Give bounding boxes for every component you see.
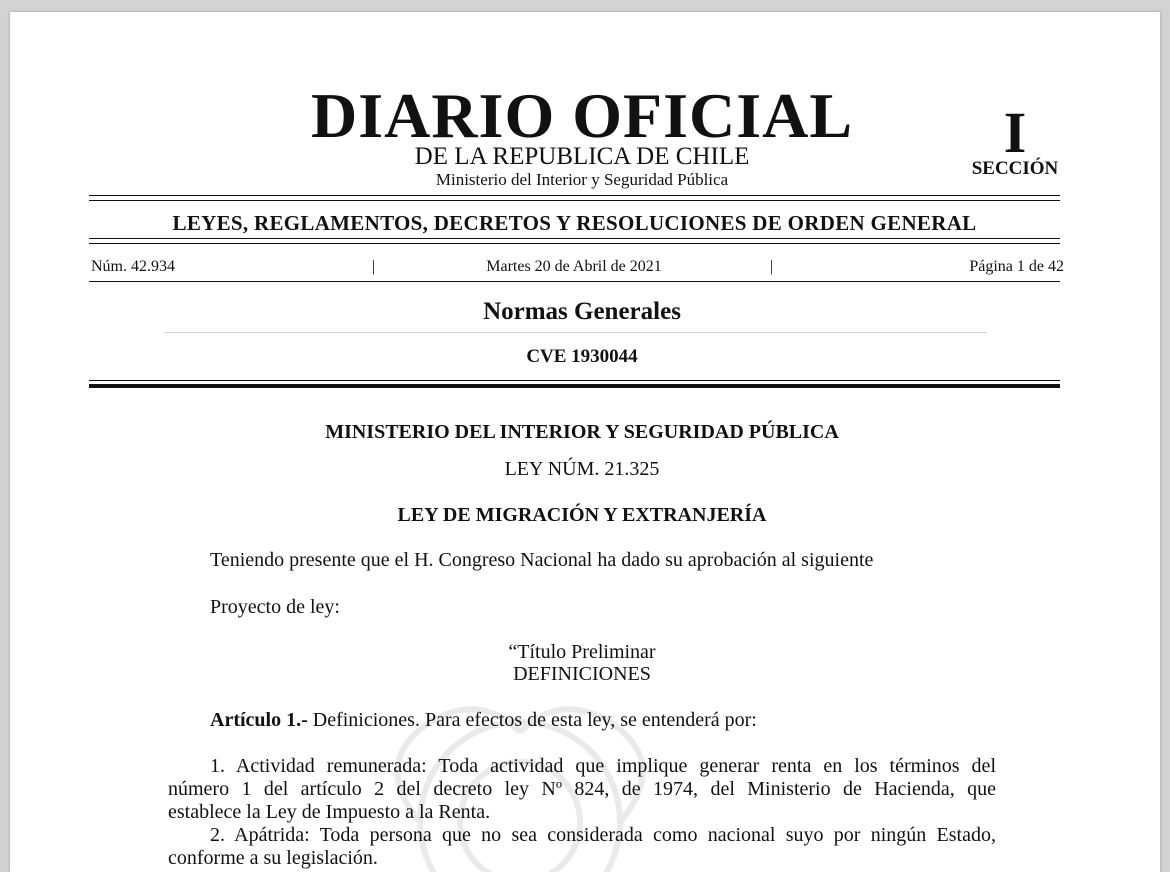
rule-top-1	[89, 195, 1060, 196]
rule-top-2	[89, 200, 1060, 201]
item-1-line-2: número 1 del artículo 2 del decreto ley Nº 824, de 1974, del Ministerio de Hacienda, que	[168, 778, 996, 800]
rule-info-bottom	[89, 281, 1060, 282]
info-separator-2: |	[770, 258, 774, 275]
rule-mid-1	[89, 238, 1060, 239]
intro-paragraph: Teniendo presente que el H. Congreso Nacional ha dado su aprobación al siguiente	[210, 549, 874, 571]
rule-cve-1	[89, 380, 1060, 381]
section-heading: Normas Generales	[483, 298, 681, 325]
item-2-line-2: conforme a su legislación.	[168, 847, 378, 869]
law-ministry: MINISTERIO DEL INTERIOR Y SEGURIDAD PÚBLICA	[325, 421, 839, 443]
article-1-text: Definiciones. Para efectos de esta ley, se entenderá por:	[307, 709, 757, 731]
masthead-subtitle: DE LA REPUBLICA DE CHILE	[414, 143, 750, 170]
definitions-heading: DEFINICIONES	[513, 663, 651, 685]
band-title: LEYES, REGLAMENTOS, DECRETOS Y RESOLUCIONES DE ORDEN GENERAL	[172, 211, 977, 235]
law-name: LEY DE MIGRACIÓN Y EXTRANJERÍA	[397, 504, 767, 526]
masthead-ministry: Ministerio del Interior y Seguridad Pública	[435, 170, 729, 189]
issue-date: Martes 20 de Abril de 2021	[486, 258, 662, 275]
section-label: SECCIÓN	[971, 158, 1059, 179]
cve-code: CVE 1930044	[526, 346, 638, 367]
issue-number: Núm. 42.934	[91, 258, 175, 275]
rule-light	[164, 332, 986, 333]
masthead-title: DIARIO OFICIAL	[310, 80, 854, 151]
article-1	[210, 709, 757, 732]
info-separator-1: |	[372, 258, 376, 275]
law-number: LEY NÚM. 21.325	[504, 458, 660, 480]
rule-cve-2	[89, 384, 1060, 388]
item-1-line-1: 1. Actividad remunerada: Toda actividad que implique generar renta en los términos del	[210, 755, 996, 777]
section-numeral: I	[1003, 100, 1027, 165]
rule-mid-2	[89, 243, 1060, 244]
document-page	[10, 12, 1160, 872]
project-label: Proyecto de ley:	[210, 596, 340, 618]
title-preliminar: “Título Preliminar	[508, 641, 656, 663]
page-count: Página 1 de 42	[969, 258, 1064, 275]
item-2-line-1: 2. Apátrida: Toda persona que no sea considerada como nacional suyo por ningún Estado,	[210, 824, 996, 846]
article-1-label: Artículo 1.-	[210, 709, 308, 731]
item-1-line-3: establece la Ley de Impuesto a la Renta.	[168, 801, 491, 823]
